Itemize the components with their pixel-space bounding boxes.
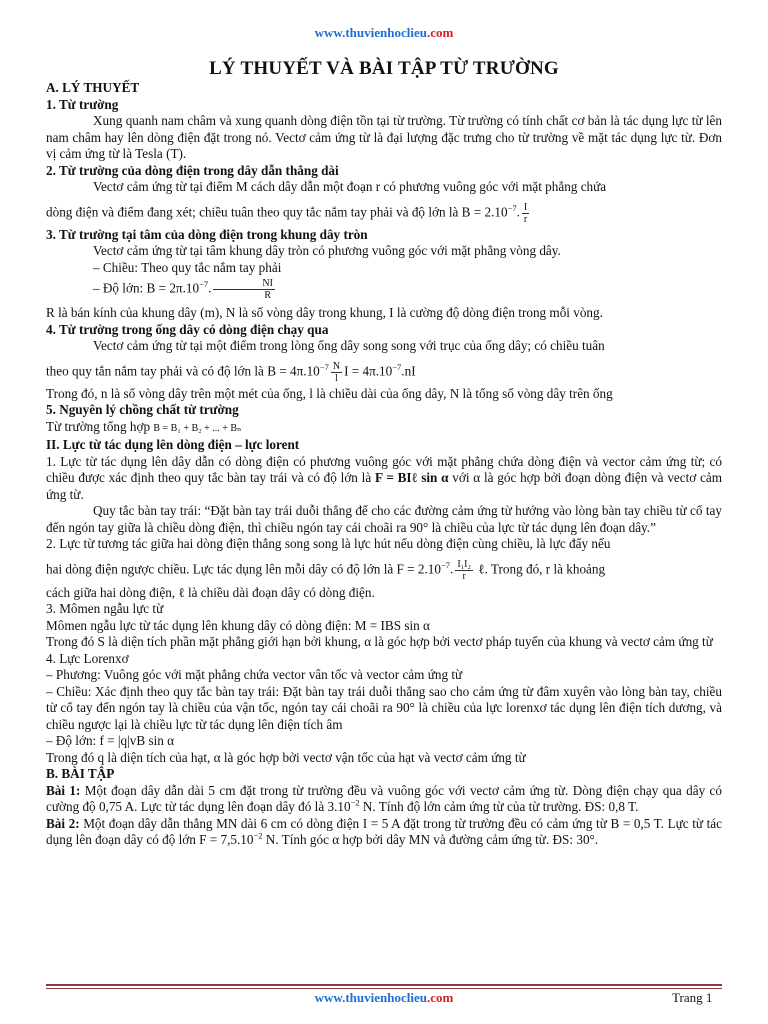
paragraph-14: – Chiều: Xác định theo quy tắc bàn tay trái: Đặt bàn tay trái duỗi thẳng sao cho cảm ứng từ đâm xuyên vào lòng bàn tay, chiều từ cổ tay đến ngón tay là chiều của vận tốc, ngón tay cái choãi ra 90° là chiều của lực lorenxơ tác dụng lên điện tích dương, và chiều ngược lại là chiều lực từ tác dụng lên điện tích âm (46, 683, 722, 732)
paragraph-2b (46, 202, 722, 225)
paragraph-10: Mômen ngẫu lực từ tác dụng lên khung dây có dòng điện: M = IBS sin α (46, 617, 430, 633)
footer-site-domain: .com (426, 990, 454, 1005)
paragraph-text: với α là góc hợp bởi đoạn dòng điện và vectơ cảm ứng từ. (46, 470, 722, 502)
paragraph-6 (46, 454, 722, 504)
exponent: −7 (507, 202, 517, 213)
paragraph-3a: Vectơ cảm ứng từ tại tâm khung dây tròn có phương vuông góc với mặt phẳng vòng dây. (93, 243, 561, 258)
exercise-text: Một đoạn dây dẫn thẳng MN dài 6 cm có dòng điện I = 5 A đặt trong từ trường đều có cảm ứng từ B = 0,5 T. Lực từ tác dụng lên đoạn dây có độ lớn F = 7,5.10 (46, 815, 723, 847)
exponent: −7 (392, 361, 402, 372)
exercise-2 (46, 816, 722, 849)
paragraph-3b: – Chiều: Theo quy tắc nắm tay phải (93, 259, 282, 275)
exercise-label: Bài 1: (46, 782, 81, 798)
paragraph-3d: R là bán kính của khung dây (m), N là số vòng dây trong khung, I là cường độ dòng điện trong mỗi vòng. (46, 305, 603, 320)
formula-text: theo quy tắn nắm tay phải và có độ lớn là B = 4π.10 (46, 363, 320, 379)
fraction-i-over-r (522, 202, 529, 225)
heading-2: 2. Từ trường của dòng điện trong dây dẫn thẳng dài (46, 162, 339, 178)
footer-site-name: www.thuvienhoclieu (314, 990, 427, 1005)
paragraph-8a: 2. Lực từ tương tác giữa hai dòng điện thẳng song song là lực hút nếu dòng điện cùng chiều, là lực đẩy nếu (46, 536, 611, 551)
formula-text: – Độ lớn: B = 2π.10 (93, 280, 200, 296)
denominator: l (335, 372, 338, 384)
section-b-heading: B. BÀI TẬP (46, 766, 115, 781)
paragraph-text: ℓ. Trong đó, r là khoảng (474, 561, 606, 577)
formula-text: .nI (401, 363, 416, 379)
paragraph-12: 4. Lực Lorenxơ (46, 650, 129, 666)
paragraph-16: Trong đó q là diện tích của hạt, α là góc hợp bởi vectơ vận tốc của hạt và vectơ cảm ứng từ (46, 749, 526, 765)
document-title: LÝ THUYẾT VÀ BÀI TẬP TỪ TRƯỜNG (209, 58, 559, 79)
paragraph-4a: Vectơ cảm ứng từ tại một điểm trong lòng ống dây song song với trục của ống dây; có chiều tuân (93, 338, 605, 353)
numerator: NI (213, 278, 275, 290)
fraction-ni-over-r (213, 278, 275, 301)
paragraph-3c (46, 278, 722, 301)
heading-4: 4. Từ trường trong ống dây có dòng điện chạy qua (46, 321, 329, 337)
exercise-1 (46, 783, 722, 816)
heading-5: 5. Nguyên lý chồng chất từ trường (46, 402, 239, 417)
exponent: −2 (350, 797, 360, 808)
numerator: I (523, 201, 528, 213)
paragraph-11: Trong đó S là diện tích phần mặt phẳng giới hạn bởi khung, α là góc hợp bởi vectơ pháp tuyến của khung và vectơ cảm ứng từ (46, 634, 713, 649)
header-site-domain: .com (426, 25, 454, 40)
exponent: −7 (440, 559, 451, 570)
fraction-i1i2-over-r (455, 559, 473, 582)
document-body (46, 80, 722, 849)
dot: . (450, 561, 454, 577)
paragraph-2a: Vectơ cảm ứng từ tại điểm M cách dây dẫn một đoạn r có phương vuông góc với mặt phẳng chứa (93, 179, 607, 194)
exponent: −7 (319, 361, 329, 372)
numerator: I₁I₂ (457, 558, 471, 570)
formula-text: dòng điện và điểm đang xét; chiều tuân theo quy tắc nắm tay phải và độ lớn là B = 2.10 (46, 204, 508, 220)
paragraph-7: Quy tắc bàn tay trái: “Đặt bàn tay trái duỗi thẳng để cho các đường cảm ứng từ hướng vào lòng bàn tay chiều từ cổ tay đến ngón tay giữa là chiều dòng điện, thì chiều ngón tay cái choãi ra 90° là chiều của lực từ tác dụng lên đoạn dây.” (46, 503, 722, 535)
paragraph-9: 3. Mômen ngẫu lực từ (46, 601, 164, 616)
numerator: N (332, 360, 341, 372)
footer-divider (46, 984, 722, 986)
exponent: −2 (253, 830, 263, 841)
exercise-text: N. Tính góc α hợp bởi dây MN và đường cảm ứng từ. ĐS: 30°. (262, 832, 599, 847)
paragraph-4c: Trong đó, n là số vòng dây trên một mét của ống, l là chiều dài của ống dây, N là tổng số vòng dây trên ống (46, 385, 613, 401)
formula-force: F = BIℓ sin α (374, 470, 449, 485)
current-symbol: I (344, 363, 349, 379)
paragraph-1: Xung quanh nam châm và xung quanh dòng điện tồn tại từ trường. Từ trường có tính chất cơ bản là tác dụng lực từ lên nam châm hay lên dòng điện đặt trong nó. Vectơ cảm ứng từ là đại lượng đặc trưng cho từ trường về mặt tác dụng lực từ. Đơn vị cảm ứng từ là Tesla (T). (46, 113, 722, 161)
section-2-heading: II. Lực từ tác dụng lên dòng điện – lực lorent (46, 437, 300, 452)
denominator: R (264, 290, 272, 301)
denominator: r (462, 570, 466, 582)
dot: . (516, 204, 520, 220)
paragraph-4b (46, 361, 722, 384)
paragraph-13: – Phương: Vuông góc với mặt phẳng chứa vector vân tốc và vector cảm ứng từ (46, 667, 463, 682)
dot: . (208, 280, 212, 296)
paragraph-8c: cách giữa hai dòng điện, ℓ là chiều dài đoạn dây có dòng điện. (46, 584, 375, 600)
footer-website-link[interactable] (0, 990, 768, 1006)
paragraph-text: 1. Lực từ tác dụng lên dây dẫn có dòng điện có phương vuông góc với mặt phẳng chứa dòng điện và vector cảm ứng từ; có chiều được xác định theo quy tắc bàn tay trái và có độ lớn là (46, 453, 722, 485)
formula-text: = 4π.10 (348, 363, 393, 379)
exercise-label: Bài 2: (46, 815, 80, 831)
footer-divider-thin (46, 988, 722, 989)
header-website-link[interactable] (0, 25, 768, 41)
paragraph-15: – Độ lớn: f = |q|vB sin α (46, 733, 175, 748)
paragraph-text: Từ trường tổng hợp (46, 418, 154, 434)
formula-text: hai dòng điện ngược chiều. Lực tác dụng lên mỗi dây có độ lớn là F = 2.10 (46, 561, 441, 577)
heading-3: 3. Từ trường tại tâm của dòng điện trong khung dây tròn (46, 226, 368, 242)
paragraph-8b (46, 559, 722, 582)
denominator: r (523, 213, 528, 225)
formula-superposition: B = B₁ + B₂ + ... + Bₙ (153, 422, 242, 434)
heading-1: 1. Từ trường (46, 96, 119, 112)
header-site-name: www.thuvienhoclieu (314, 25, 427, 40)
paragraph-5 (46, 419, 722, 438)
fraction-n-over-l (331, 361, 342, 384)
exponent: −7 (199, 279, 209, 290)
section-a-heading: A. LÝ THUYẾT (46, 80, 140, 95)
page-number: Trang 1 (672, 990, 713, 1005)
exercise-text: Một đoạn dây dẫn dài 5 cm đặt trong từ trường đều và vuông góc với vectơ cảm ứng từ. Dòng điện chạy qua dây có cường độ 0,75 A. Lực từ tác dụng lên đoạn dây đó là 3.10 (46, 782, 722, 814)
exercise-text: N. Tính độ lớn cảm ứng từ của từ trường. ĐS: 0,8 T. (359, 799, 639, 814)
